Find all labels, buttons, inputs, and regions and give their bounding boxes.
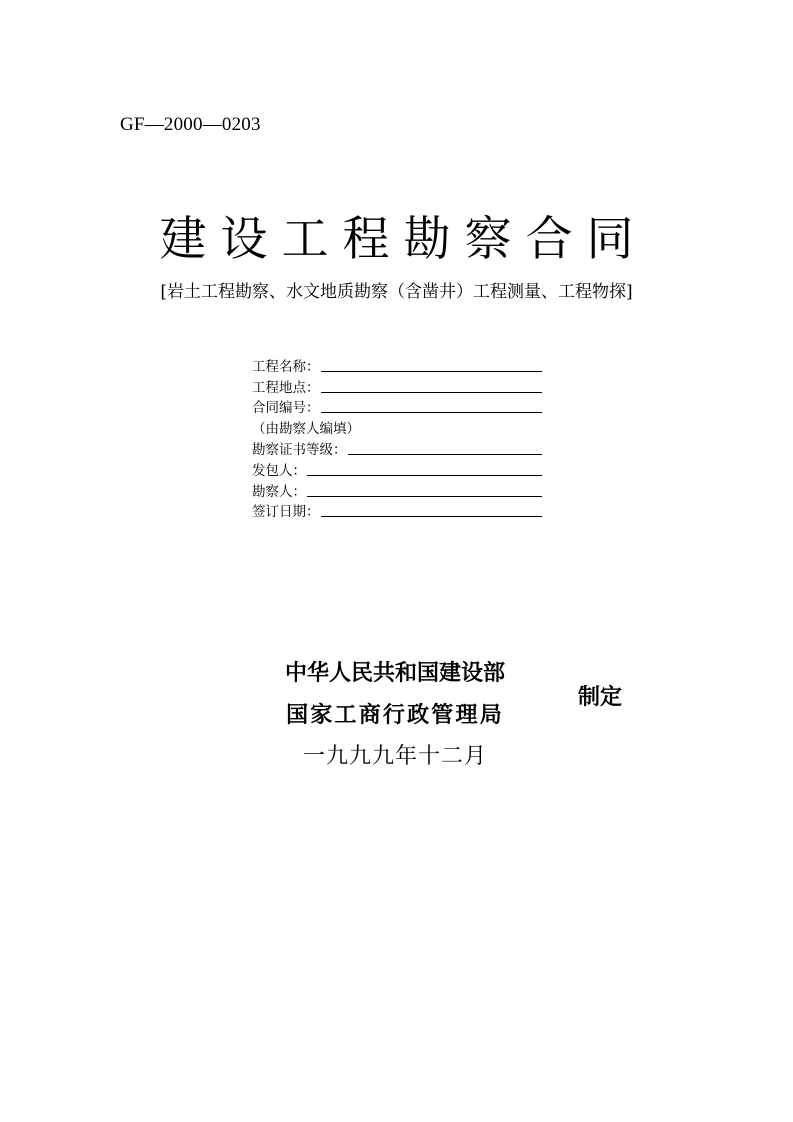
field-label: 工程名称：	[252, 358, 320, 375]
field-blank-line	[307, 482, 542, 497]
field-blank-line	[321, 357, 543, 372]
field-label: 勘察人：	[252, 483, 306, 500]
field-blank-line	[348, 440, 543, 455]
field-blank-line	[307, 461, 542, 476]
contract-title: 建设工程勘察合同	[159, 212, 648, 267]
field-label: 合同编号：	[252, 400, 320, 417]
issuer-ministry: 中华人民共和国建设部	[284, 660, 505, 686]
field-number-note	[252, 416, 542, 437]
field-label: 工程地点：	[252, 379, 320, 396]
contract-info-fields	[252, 354, 542, 520]
issue-date: 一九九九年十二月	[302, 744, 487, 769]
field-surveyor	[252, 479, 542, 500]
field-certificate-grade	[252, 437, 542, 458]
field-blank-line	[321, 378, 543, 393]
field-signing-date	[252, 500, 542, 521]
issuer-block	[255, 652, 535, 778]
field-project-location	[252, 375, 542, 396]
made-by-label: 制定	[578, 684, 623, 710]
field-blank-line	[321, 502, 543, 517]
issuer-administration: 国家工商行政管理局	[286, 702, 504, 728]
field-blank-line	[321, 398, 543, 413]
field-label: 发包人：	[252, 462, 306, 479]
field-label: 签订日期：	[252, 504, 320, 521]
field-employer	[252, 458, 542, 479]
field-note: （由勘察人编填）	[252, 421, 360, 438]
field-label: 勘察证书等级：	[252, 441, 347, 458]
document-code: GF—2000—0203	[120, 114, 261, 135]
field-project-name	[252, 354, 542, 375]
contract-subtitle: [岩土工程勘察、水文地质勘察（含凿井）工程测量、工程物探]	[160, 282, 633, 302]
field-contract-number	[252, 396, 542, 417]
